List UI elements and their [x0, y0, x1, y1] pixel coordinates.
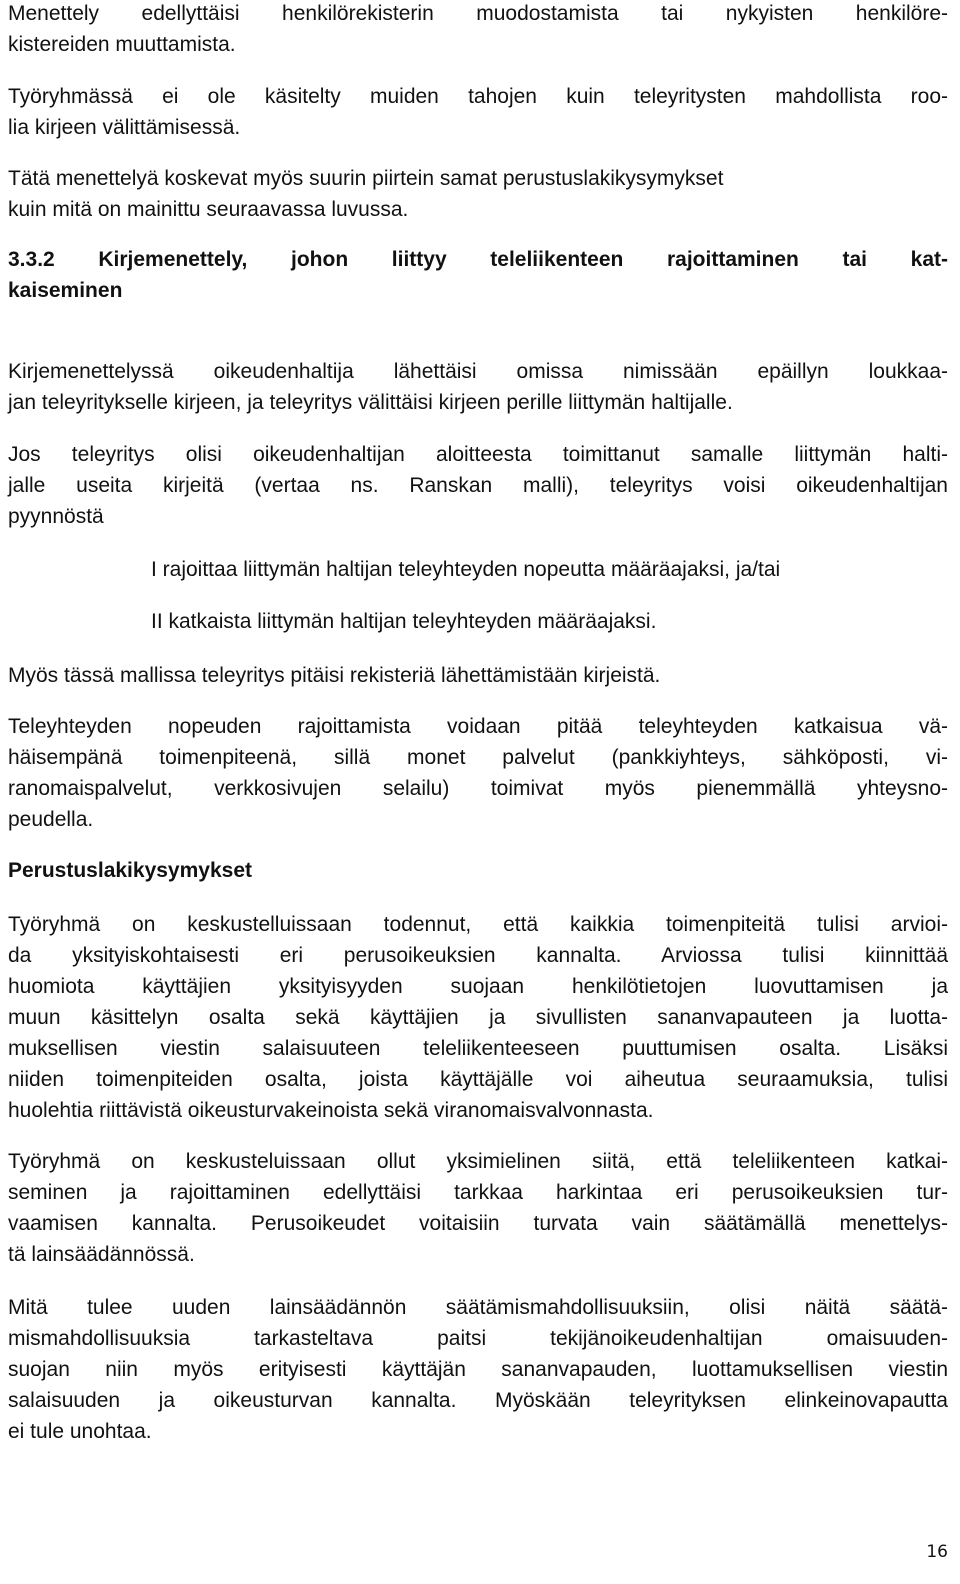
text-line: Kirjemenettelyssä oikeudenhaltija lähettäisi omissa nimissään epäillyn loukkaa- — [8, 360, 948, 383]
text-line: pyynnöstä — [8, 505, 104, 528]
text-line: suojan niin myös erityisesti käyttäjän sananvapauden, luottamuksellisen viestin — [8, 1358, 948, 1381]
text-line: muksellisen viestin salaisuuteen teleliikenteeseen puuttumisen osalta. Lisäksi — [8, 1037, 948, 1060]
text-line: mismahdollisuuksia tarkasteltava paitsi tekijänoikeudenhaltijan omaisuuden- — [8, 1327, 948, 1350]
subheading-text: Perustuslakikysymykset — [8, 859, 252, 882]
paragraph-unanimous — [8, 1146, 948, 1270]
subheading — [8, 855, 948, 886]
text-line: da yksityiskohtaisesti eri perusoikeuksien kannalta. Arviossa tulisi kiinnittää — [8, 944, 948, 967]
text-line: Myös tässä mallissa teleyritys pitäisi rekisteriä lähettämistään kirjeistä. — [8, 664, 661, 687]
paragraph-new-legislation — [8, 1292, 948, 1447]
paragraph-register — [8, 660, 948, 691]
text-line: häisempänä toimenpiteenä, sillä monet palvelut (pankkiyhteys, sähköposti, vi- — [8, 746, 948, 769]
paragraph-working-group — [8, 81, 948, 143]
text-line: salaisuuden ja oikeusturvan kannalta. Myöskään teleyrityksen elinkeinovapautta — [8, 1389, 948, 1412]
text-line: jan teleyritykselle kirjeen, ja teleyritys välittäisi kirjeen perille liittymän haltijalle. — [8, 391, 733, 414]
section-heading — [8, 244, 948, 306]
text-line: Työryhmä on keskusteluissaan ollut yksimielinen siitä, että teleliikenteen katkai- — [8, 1150, 948, 1173]
paragraph-speed-limit — [8, 711, 948, 835]
list-item-text: I rajoittaa liittymän haltijan teleyhteyden nopeutta määräajaksi, ja/tai — [151, 558, 781, 581]
heading-line: 3.3.2 Kirjemenettely, johon liittyy teleliikenteen rajoittaminen tai kat- — [8, 248, 948, 271]
text-line: Teleyhteyden nopeuden rajoittamista voidaan pitää teleyhteyden katkaisua vä- — [8, 715, 948, 738]
text-line: seminen ja rajoittaminen edellyttäisi tarkkaa harkintaa eri perusoikeuksien tur- — [8, 1181, 948, 1204]
text-line: muun käsittelyn osalta sekä käyttäjien ja sivullisten sananvapauteen ja luotta- — [8, 1006, 948, 1029]
page-number: 16 — [926, 1542, 948, 1562]
paragraph-if-operator — [8, 439, 948, 532]
text-line: niiden toimenpiteiden osalta, joista käyttäjälle voi aiheutua seuraamuksia, tulisi — [8, 1068, 948, 1091]
text-line: Tätä menettelyä koskevat myös suurin piirtein samat perustuslakikysymykset — [8, 167, 724, 190]
text-line: Menettely edellyttäisi henkilörekisterin muodostamista tai nykyisten henkilöre- — [8, 2, 948, 25]
text-line: ranomaispalvelut, verkkosivujen selailu) toimivat myös pienemmällä yhteysno- — [8, 777, 948, 800]
text-line: vaamisen kannalta. Perusoikeudet voitaisiin turvata vain säätämällä menettelys- — [8, 1212, 948, 1235]
text-line: ei tule unohtaa. — [8, 1420, 152, 1443]
text-line: jalle useita kirjeitä (vertaa ns. Ranskan malli), teleyritys voisi oikeudenhaltijan — [8, 474, 948, 497]
paragraph-letter-procedure — [8, 356, 948, 418]
heading-line: kaiseminen — [8, 279, 123, 302]
text-line: lia kirjeen välittämisessä. — [8, 116, 241, 139]
list-item — [151, 554, 948, 585]
text-line: huomiota käyttäjien yksityisyyden suojaan henkilötietojen luovuttamisen ja — [8, 975, 948, 998]
text-line: Työryhmä on keskustelluissaan todennut, että kaikkia toimenpiteitä tulisi arvioi- — [8, 913, 948, 936]
text-line: Jos teleyritys olisi oikeudenhaltijan aloitteesta toimittanut samalle liittymän halti- — [8, 443, 948, 466]
paragraph-assessment — [8, 909, 948, 1126]
list-item-text: II katkaista liittymän haltijan teleyhteyden määräajaksi. — [151, 610, 657, 633]
text-line: kuin mitä on mainittu seuraavassa luvussa. — [8, 198, 409, 221]
text-line: kistereiden muuttamista. — [8, 33, 236, 56]
text-line: Työryhmässä ei ole käsitelty muiden tahojen kuin teleyritysten mahdollista roo- — [8, 85, 948, 108]
text-line: huolehtia riittävistä oikeusturvakeinoista sekä viranomaisvalvonnasta. — [8, 1099, 654, 1122]
text-line: peudella. — [8, 808, 94, 831]
text-line: tä lainsäädännössä. — [8, 1243, 195, 1266]
list-item — [151, 606, 948, 637]
paragraph-basic-rights — [8, 163, 948, 225]
paragraph-intro — [8, 0, 948, 60]
text-line: Mitä tulee uuden lainsäädännön säätämismahdollisuuksiin, olisi näitä säätä- — [8, 1296, 948, 1319]
